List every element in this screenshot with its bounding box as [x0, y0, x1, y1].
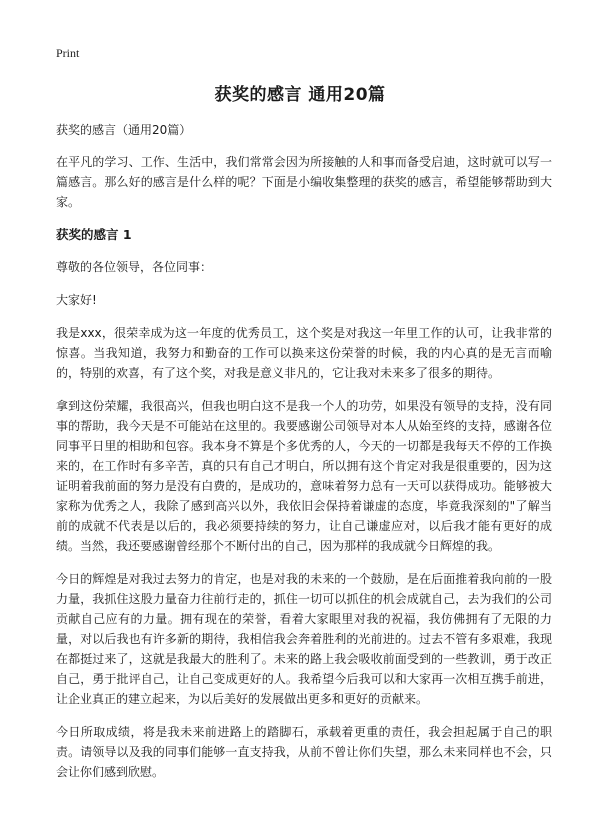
greeting: 大家好!: [56, 293, 97, 307]
body-paragraph: 我是xxx，很荣幸成为这一年度的优秀员工，这个奖是对我这一年里工作的认可，让我非常的惊喜。当我知道，我努力和勤奋的工作可以换来这份荣誉的时候，我的内心真的是无言而喻的，特别的欢喜，有了这个奖，对我是意义非凡的，它让我对未来多了很多的期待。: [56, 326, 552, 380]
page-title: 获奖的感言 通用20篇: [214, 85, 386, 105]
body-paragraph: 拿到这份荣耀，我很高兴，但我也明白这不是我一个人的功劳，如果没有领导的支持，没有同事的帮助，我今天是不可能站在这里的。我要感谢公司领导对本人从始至终的支持，感谢各位同事平日里的相助和包容。我本身不算是个多优秀的人，今天的一切都是我每天不停的工作换来的，在工作时有多辛苦，真的只有自己才明白，所以拥有这个肯定对我是很重要的，因为这证明着我前面的努力是没有白费的，是成功的，意味着努力总有一天可以获得成功。能够被大家称为优秀之人，我除了感到高兴以外，我依旧会保持着谦虚的态度，毕竟我深刻的"了解当前的成就不代表是以后的，我必须要持续的努力，让自己谦虚应对，以后我才能有更好的成绩。当然，我还要感谢曾经那个不断付出的自己，因为那样的我成就今日辉煌的我。: [56, 399, 552, 553]
body-paragraph: 今日的辉煌是对我过去努力的肯定，也是对我的未来的一个鼓励，是在后面推着我向前的一股力量，我抓住这股力量奋力往前行走的，抓住一切可以抓住的机会成就自己，去为我们的公司贡献自己应有的力量。拥有现在的荣誉，看着大家眼里对我的祝福，我仿佛拥有了无限的力量，对以后我也有许多新的期待，我相信我会奔着胜利的光前进的。过去不管有多艰难，我现在都挺过来了，这就是我最大的胜利了。未来的路上我会吸收前面受到的一些教训，勇于改正自己，勇于批评自己，让自己变成更好的人。我希望今后我可以和大家再一次相互携手前进，让企业真正的建立起来，为以后美好的发展做出更多和更好的贡献来。: [56, 572, 552, 706]
salutation: 尊敬的各位领导，各位同事：: [56, 260, 213, 274]
article-body: [56, 120, 552, 795]
body-paragraph: 今日所取成绩，将是我未来前进路上的踏脚石，承载着更重的责任，我会担起属于自己的职责。请领导以及我的同事们能够一直支持我，从前不曾让你们失望，那么未来同样也不会，只会让你们感到欣慰。: [56, 725, 552, 779]
article-subtitle: 获奖的感言（通用20篇）: [56, 123, 192, 137]
print-link[interactable]: Print: [56, 46, 80, 60]
intro-paragraph: 在平凡的学习、工作、生活中，我们常常会因为所接触的人和事而备受启迪，这时就可以写一篇感言。那么好的感言是什么样的呢？下面是小编收集整理的获奖的感言，希望能够帮助到大家。: [56, 155, 552, 209]
section-heading: 获奖的感言 1: [56, 227, 132, 242]
